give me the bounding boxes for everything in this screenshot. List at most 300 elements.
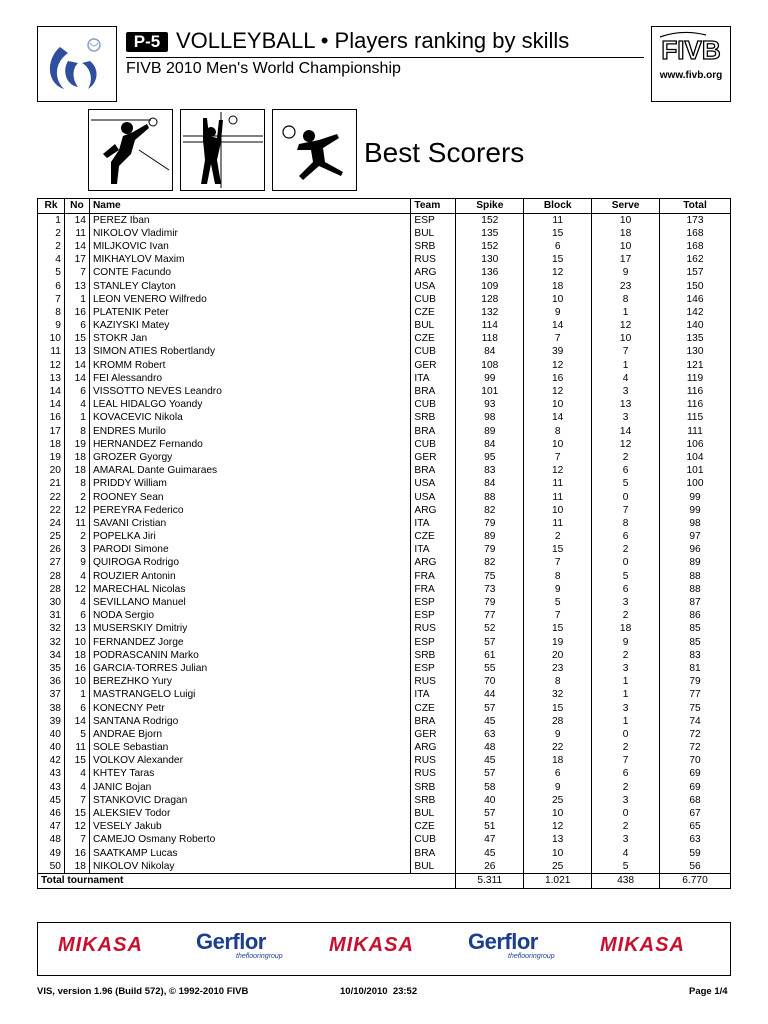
- table-row: [38, 755, 731, 768]
- spike-pictogram: [88, 109, 173, 191]
- cell-number: 13: [64, 623, 89, 636]
- table-row: [38, 359, 731, 372]
- cell-total: 121: [660, 359, 731, 372]
- cell-serve: 2: [592, 821, 660, 834]
- cell-total: 75: [660, 702, 731, 715]
- cell-rank: 45: [38, 794, 65, 807]
- cell-block: 15: [524, 623, 592, 636]
- table-row: [38, 346, 731, 359]
- cell-block: 9: [524, 781, 592, 794]
- table-row: [38, 544, 731, 557]
- cell-rank: 6: [38, 280, 65, 293]
- table-row: [38, 623, 731, 636]
- cell-team: CUB: [411, 399, 456, 412]
- cell-number: 10: [64, 636, 89, 649]
- table-row: [38, 596, 731, 609]
- cell-total: 168: [660, 240, 731, 253]
- cell-serve: 7: [592, 346, 660, 359]
- table-row: [38, 385, 731, 398]
- cell-number: 7: [64, 794, 89, 807]
- cell-team: RUS: [411, 676, 456, 689]
- cell-name: LEON VENERO Wilfredo: [89, 293, 410, 306]
- cell-serve: 4: [592, 372, 660, 385]
- cell-rank: 14: [38, 385, 65, 398]
- cell-spike: 44: [456, 689, 524, 702]
- cell-total: 79: [660, 676, 731, 689]
- cell-block: 9: [524, 583, 592, 596]
- cell-name: PODRASCANIN Marko: [89, 649, 410, 662]
- cell-team: ARG: [411, 742, 456, 755]
- cell-block: 25: [524, 794, 592, 807]
- cell-spike: 45: [456, 715, 524, 728]
- cell-total: 100: [660, 478, 731, 491]
- cell-block: 5: [524, 596, 592, 609]
- cell-serve: 1: [592, 689, 660, 702]
- table-row: [38, 372, 731, 385]
- cell-name: PEREZ Iban: [89, 214, 410, 228]
- cell-spike: 152: [456, 240, 524, 253]
- fivb-url: www.fivb.org: [659, 70, 723, 81]
- cell-team: BRA: [411, 385, 456, 398]
- cell-team: BUL: [411, 860, 456, 874]
- cell-team: SRB: [411, 781, 456, 794]
- cell-team: ITA: [411, 517, 456, 530]
- spike-player-icon: [89, 110, 172, 190]
- cell-spike: 70: [456, 676, 524, 689]
- cell-number: 18: [64, 451, 89, 464]
- cell-team: ARG: [411, 504, 456, 517]
- cell-serve: 14: [592, 425, 660, 438]
- cell-number: 15: [64, 755, 89, 768]
- cell-rank: 48: [38, 834, 65, 847]
- cell-team: RUS: [411, 623, 456, 636]
- cell-name: GROZER Gyorgy: [89, 451, 410, 464]
- cell-spike: 79: [456, 544, 524, 557]
- cell-total: 88: [660, 583, 731, 596]
- table-row: [38, 662, 731, 675]
- cell-block: 16: [524, 372, 592, 385]
- cell-rank: 16: [38, 412, 65, 425]
- cell-spike: 118: [456, 333, 524, 346]
- cell-serve: 3: [592, 794, 660, 807]
- cell-name: NODA Sergio: [89, 610, 410, 623]
- cell-name: STOKR Jan: [89, 333, 410, 346]
- cell-rank: 49: [38, 847, 65, 860]
- cell-spike: 114: [456, 320, 524, 333]
- table-row: [38, 649, 731, 662]
- cell-name: SANTANA Rodrigo: [89, 715, 410, 728]
- cell-block: 9: [524, 306, 592, 319]
- cell-number: 13: [64, 280, 89, 293]
- cell-rank: 28: [38, 570, 65, 583]
- cell-number: 6: [64, 385, 89, 398]
- cell-total: 69: [660, 768, 731, 781]
- cell-serve: 3: [592, 596, 660, 609]
- total-row: [38, 874, 731, 888]
- cell-serve: 1: [592, 306, 660, 319]
- cell-total: 140: [660, 320, 731, 333]
- sponsor-mikasa-logo: MIKASA: [329, 934, 414, 956]
- cell-spike: 84: [456, 346, 524, 359]
- sponsor-mikasa-logo: MIKASA: [58, 934, 143, 956]
- cell-number: 12: [64, 504, 89, 517]
- cell-name: KROMM Robert: [89, 359, 410, 372]
- cell-rank: 24: [38, 517, 65, 530]
- cell-total: 104: [660, 451, 731, 464]
- cell-block: 15: [524, 254, 592, 267]
- cell-total: 56: [660, 860, 731, 874]
- cell-spike: 57: [456, 768, 524, 781]
- cell-number: 4: [64, 596, 89, 609]
- cell-rank: 20: [38, 465, 65, 478]
- cell-total: 130: [660, 346, 731, 359]
- cell-number: 2: [64, 491, 89, 504]
- ranking-table-body: [38, 214, 731, 874]
- cell-number: 12: [64, 583, 89, 596]
- cell-serve: 2: [592, 742, 660, 755]
- cell-block: 12: [524, 465, 592, 478]
- cell-team: SRB: [411, 240, 456, 253]
- table-row: [38, 320, 731, 333]
- cell-name: KONECNY Petr: [89, 702, 410, 715]
- cell-serve: 12: [592, 438, 660, 451]
- report-subtitle: FIVB 2010 Men's World Championship: [126, 60, 401, 77]
- cell-block: 13: [524, 834, 592, 847]
- cell-name: ENDRES Murilo: [89, 425, 410, 438]
- cell-block: 11: [524, 491, 592, 504]
- cell-number: 10: [64, 676, 89, 689]
- cell-rank: 36: [38, 676, 65, 689]
- cell-serve: 18: [592, 227, 660, 240]
- table-row: [38, 412, 731, 425]
- cell-rank: 32: [38, 636, 65, 649]
- cell-total: 111: [660, 425, 731, 438]
- cell-spike: 52: [456, 623, 524, 636]
- cell-spike: 63: [456, 728, 524, 741]
- cell-rank: 39: [38, 715, 65, 728]
- cell-rank: 9: [38, 320, 65, 333]
- cell-team: CUB: [411, 293, 456, 306]
- cell-number: 14: [64, 214, 89, 228]
- cell-team: SRB: [411, 794, 456, 807]
- cell-serve: 9: [592, 636, 660, 649]
- section-title: Best Scorers: [364, 137, 525, 168]
- cell-total: 59: [660, 847, 731, 860]
- report-title: VOLLEYBALL • Players ranking by skills: [176, 28, 570, 53]
- table-row: [38, 636, 731, 649]
- cell-name: STANKOVIC Dragan: [89, 794, 410, 807]
- cell-serve: 6: [592, 465, 660, 478]
- block-pictogram: [180, 109, 265, 191]
- cell-total: 157: [660, 267, 731, 280]
- cell-team: ITA: [411, 372, 456, 385]
- cell-rank: 1: [38, 214, 65, 228]
- sponsor-gerflor-tagline: theflooringroup: [236, 953, 283, 960]
- cell-rank: 38: [38, 702, 65, 715]
- table-row: [38, 214, 731, 228]
- table-row: [38, 517, 731, 530]
- cell-serve: 10: [592, 333, 660, 346]
- cell-spike: 45: [456, 755, 524, 768]
- cell-total: 150: [660, 280, 731, 293]
- cell-team: ESP: [411, 636, 456, 649]
- table-row: [38, 438, 731, 451]
- cell-total: 97: [660, 531, 731, 544]
- cell-number: 15: [64, 333, 89, 346]
- ranking-table: [37, 198, 731, 889]
- cell-name: SOLE Sebastian: [89, 742, 410, 755]
- table-row: [38, 715, 731, 728]
- sponsor-gerflor-tagline: theflooringroup: [508, 953, 555, 960]
- cell-name: STANLEY Clayton: [89, 280, 410, 293]
- serve-pictogram: [272, 109, 357, 191]
- cell-total: 77: [660, 689, 731, 702]
- cell-spike: 51: [456, 821, 524, 834]
- cell-serve: 0: [592, 807, 660, 820]
- cell-spike: 82: [456, 504, 524, 517]
- cell-team: ESP: [411, 662, 456, 675]
- serve-player-icon: [273, 110, 356, 190]
- cell-block: 15: [524, 227, 592, 240]
- cell-team: CZE: [411, 702, 456, 715]
- cell-rank: 2: [38, 227, 65, 240]
- cell-block: 18: [524, 280, 592, 293]
- cell-spike: 40: [456, 794, 524, 807]
- cell-team: ARG: [411, 267, 456, 280]
- cell-spike: 77: [456, 610, 524, 623]
- cell-name: LEAL HIDALGO Yoandy: [89, 399, 410, 412]
- cell-team: ITA: [411, 689, 456, 702]
- cell-spike: 84: [456, 438, 524, 451]
- cell-spike: 79: [456, 517, 524, 530]
- table-row: [38, 847, 731, 860]
- title-divider: [126, 57, 644, 58]
- table-row: [38, 240, 731, 253]
- cell-team: CZE: [411, 531, 456, 544]
- svg-text:FIVB: FIVB: [661, 35, 721, 65]
- cell-spike: 57: [456, 702, 524, 715]
- cell-total: 63: [660, 834, 731, 847]
- cell-block: 7: [524, 610, 592, 623]
- cell-name: PARODI Simone: [89, 544, 410, 557]
- cell-total: 116: [660, 399, 731, 412]
- cell-total: 101: [660, 465, 731, 478]
- cell-rank: 17: [38, 425, 65, 438]
- cell-name: GARCIA-TORRES Julian: [89, 662, 410, 675]
- table-row: [38, 504, 731, 517]
- table-row: [38, 702, 731, 715]
- cell-team: CUB: [411, 438, 456, 451]
- cell-total: 72: [660, 742, 731, 755]
- cell-rank: 27: [38, 557, 65, 570]
- cell-block: 28: [524, 715, 592, 728]
- cell-block: 10: [524, 847, 592, 860]
- table-row: [38, 451, 731, 464]
- cell-total: 98: [660, 517, 731, 530]
- cell-serve: 2: [592, 544, 660, 557]
- cell-serve: 3: [592, 385, 660, 398]
- cell-serve: 3: [592, 702, 660, 715]
- cell-block: 12: [524, 821, 592, 834]
- cell-spike: 57: [456, 807, 524, 820]
- cell-spike: 88: [456, 491, 524, 504]
- cell-number: 18: [64, 465, 89, 478]
- cell-name: NIKOLOV Nikolay: [89, 860, 410, 874]
- sponsor-gerflor-logo: Gerflor: [468, 929, 538, 954]
- cell-block: 9: [524, 728, 592, 741]
- cell-spike: 89: [456, 531, 524, 544]
- cell-number: 11: [64, 227, 89, 240]
- cell-number: 14: [64, 359, 89, 372]
- cell-spike: 109: [456, 280, 524, 293]
- cell-rank: 35: [38, 662, 65, 675]
- cell-block: 11: [524, 214, 592, 228]
- cell-name: MASTRANGELO Luigi: [89, 689, 410, 702]
- cell-team: USA: [411, 491, 456, 504]
- cell-block: 10: [524, 293, 592, 306]
- cell-total: 106: [660, 438, 731, 451]
- table-row: [38, 794, 731, 807]
- col-header-rank: Rk: [38, 199, 65, 214]
- cell-name: FERNANDEZ Jorge: [89, 636, 410, 649]
- cell-block: 15: [524, 702, 592, 715]
- cell-block: 14: [524, 320, 592, 333]
- cell-name: MUSERSKIY Dmitriy: [89, 623, 410, 636]
- cell-serve: 10: [592, 214, 660, 228]
- cell-name: KOVACEVIC Nikola: [89, 412, 410, 425]
- cell-name: KAZIYSKI Matey: [89, 320, 410, 333]
- cell-team: BRA: [411, 847, 456, 860]
- cell-number: 14: [64, 715, 89, 728]
- cell-total: 146: [660, 293, 731, 306]
- cell-block: 23: [524, 662, 592, 675]
- cell-rank: 47: [38, 821, 65, 834]
- cell-total: 88: [660, 570, 731, 583]
- cell-total: 69: [660, 781, 731, 794]
- table-row: [38, 399, 731, 412]
- table-row: [38, 676, 731, 689]
- cell-name: CAMEJO Osmany Roberto: [89, 834, 410, 847]
- cell-name: SAATKAMP Lucas: [89, 847, 410, 860]
- cell-serve: 2: [592, 610, 660, 623]
- cell-name: ANDRAE Bjorn: [89, 728, 410, 741]
- cell-block: 7: [524, 451, 592, 464]
- cell-spike: 47: [456, 834, 524, 847]
- cell-block: 32: [524, 689, 592, 702]
- cell-name: MARECHAL Nicolas: [89, 583, 410, 596]
- cell-team: CZE: [411, 306, 456, 319]
- table-row: [38, 570, 731, 583]
- total-serve: 438: [592, 874, 660, 888]
- cell-spike: 58: [456, 781, 524, 794]
- cell-name: CONTE Facundo: [89, 267, 410, 280]
- cell-block: 11: [524, 478, 592, 491]
- cell-block: 12: [524, 385, 592, 398]
- cell-name: POPELKA Jiri: [89, 531, 410, 544]
- cell-number: 6: [64, 320, 89, 333]
- cell-name: ALEKSIEV Todor: [89, 807, 410, 820]
- cell-total: 83: [660, 649, 731, 662]
- cell-spike: 75: [456, 570, 524, 583]
- cell-block: 10: [524, 438, 592, 451]
- cell-number: 2: [64, 531, 89, 544]
- cell-total: 67: [660, 807, 731, 820]
- cell-rank: 19: [38, 451, 65, 464]
- cell-block: 39: [524, 346, 592, 359]
- cell-serve: 4: [592, 847, 660, 860]
- cell-name: JANIC Bojan: [89, 781, 410, 794]
- cell-team: BUL: [411, 227, 456, 240]
- cell-serve: 2: [592, 649, 660, 662]
- cell-name: AMARAL Dante Guimaraes: [89, 465, 410, 478]
- cell-rank: 11: [38, 346, 65, 359]
- cell-name: VISSOTTO NEVES Leandro: [89, 385, 410, 398]
- cell-block: 8: [524, 676, 592, 689]
- total-label: Total tournament: [38, 874, 456, 888]
- table-row: [38, 768, 731, 781]
- table-row: [38, 689, 731, 702]
- cell-team: BUL: [411, 807, 456, 820]
- cell-block: 11: [524, 517, 592, 530]
- cell-block: 12: [524, 267, 592, 280]
- cell-rank: 22: [38, 491, 65, 504]
- cell-block: 10: [524, 807, 592, 820]
- table-row: [38, 478, 731, 491]
- cell-serve: 2: [592, 451, 660, 464]
- cell-number: 18: [64, 649, 89, 662]
- cell-rank: 5: [38, 267, 65, 280]
- cell-spike: 132: [456, 306, 524, 319]
- cell-team: GER: [411, 451, 456, 464]
- cell-name: MIKHAYLOV Maxim: [89, 254, 410, 267]
- cell-team: RUS: [411, 768, 456, 781]
- cell-number: 4: [64, 399, 89, 412]
- cell-total: 85: [660, 623, 731, 636]
- cell-team: ESP: [411, 610, 456, 623]
- cell-rank: 42: [38, 755, 65, 768]
- table-row: [38, 465, 731, 478]
- cell-serve: 23: [592, 280, 660, 293]
- cell-number: 1: [64, 412, 89, 425]
- cell-spike: 61: [456, 649, 524, 662]
- cell-total: 70: [660, 755, 731, 768]
- table-row: [38, 306, 731, 319]
- col-header-total: Total: [660, 199, 731, 214]
- report-code-badge: P-5: [126, 32, 168, 52]
- table-row: [38, 807, 731, 820]
- cell-rank: 7: [38, 293, 65, 306]
- cell-total: 85: [660, 636, 731, 649]
- table-row: [38, 531, 731, 544]
- cell-name: SEVILLANO Manuel: [89, 596, 410, 609]
- cell-team: RUS: [411, 755, 456, 768]
- cell-rank: 43: [38, 781, 65, 794]
- cell-serve: 0: [592, 557, 660, 570]
- cell-number: 1: [64, 293, 89, 306]
- cell-rank: 31: [38, 610, 65, 623]
- cell-block: 10: [524, 504, 592, 517]
- cell-total: 74: [660, 715, 731, 728]
- cell-team: FRA: [411, 570, 456, 583]
- cell-number: 13: [64, 346, 89, 359]
- cell-spike: 26: [456, 860, 524, 874]
- cell-spike: 93: [456, 399, 524, 412]
- cell-block: 8: [524, 425, 592, 438]
- sponsor-mikasa-logo: MIKASA: [600, 934, 685, 956]
- cell-number: 16: [64, 306, 89, 319]
- cell-total: 168: [660, 227, 731, 240]
- cell-team: CUB: [411, 834, 456, 847]
